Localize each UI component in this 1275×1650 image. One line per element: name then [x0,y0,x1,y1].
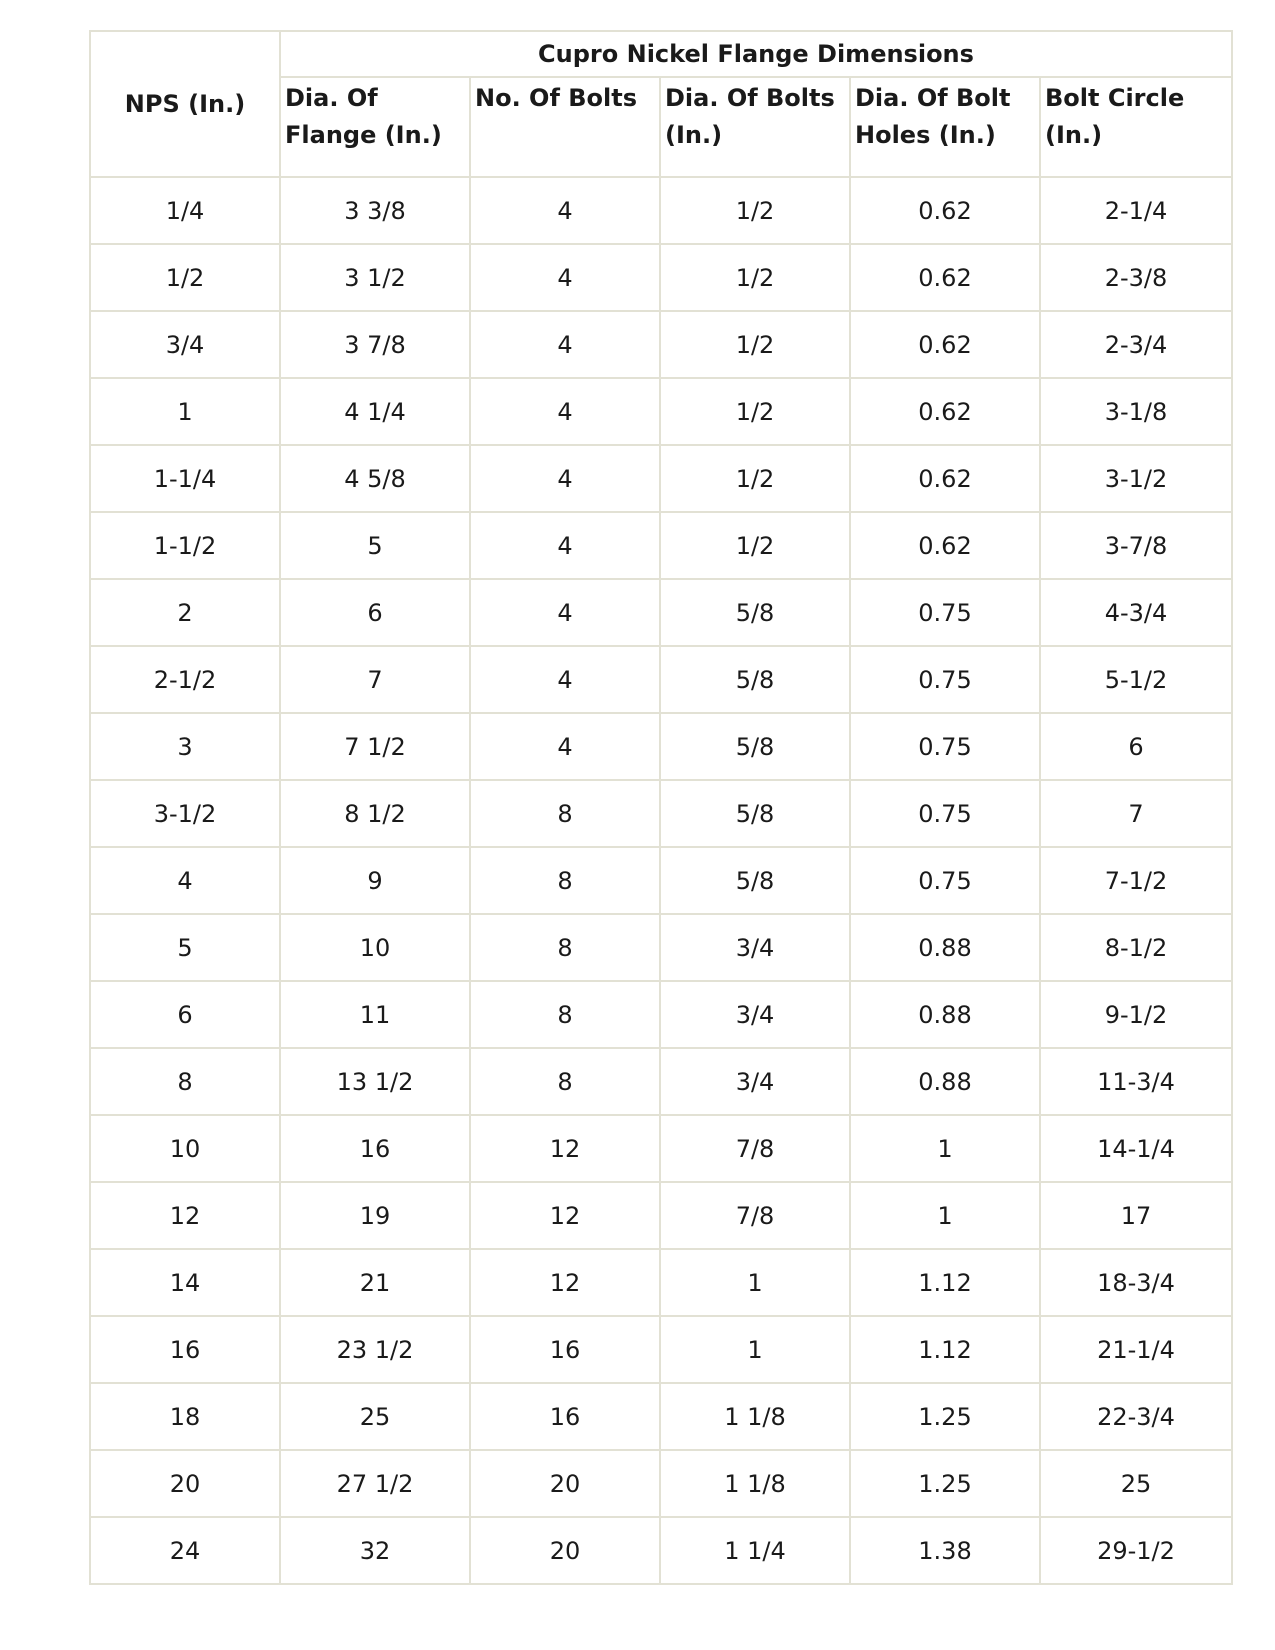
cell-no-of-bolts: 4 [470,311,660,378]
cell-dia-of-bolts: 1/2 [660,512,850,579]
cell-dia-of-bolt-holes: 0.88 [850,1048,1040,1115]
cell-dia-of-flange: 19 [280,1182,470,1249]
table-row [90,445,1232,512]
cell-dia-of-flange: 6 [280,579,470,646]
cell-bolt-circle: 3-1/2 [1040,445,1232,512]
cell-dia-of-bolt-holes: 1 [850,1182,1040,1249]
cell-dia-of-flange: 3 3/8 [280,177,470,244]
cell-no-of-bolts: 20 [470,1517,660,1584]
cell-dia-of-bolt-holes: 0.62 [850,244,1040,311]
cell-dia-of-flange: 25 [280,1383,470,1450]
table-body [90,177,1232,1584]
cell-dia-of-bolts: 3/4 [660,914,850,981]
cell-bolt-circle: 8-1/2 [1040,914,1232,981]
cell-no-of-bolts: 16 [470,1316,660,1383]
cell-no-of-bolts: 4 [470,177,660,244]
cell-nps: 3/4 [90,311,280,378]
cell-nps: 24 [90,1517,280,1584]
cell-dia-of-flange: 8 1/2 [280,780,470,847]
table-row [90,1450,1232,1517]
cell-no-of-bolts: 12 [470,1182,660,1249]
cell-nps: 20 [90,1450,280,1517]
cell-dia-of-flange: 7 1/2 [280,713,470,780]
cell-dia-of-flange: 27 1/2 [280,1450,470,1517]
cell-dia-of-bolts: 5/8 [660,579,850,646]
cell-dia-of-bolt-holes: 1.12 [850,1249,1040,1316]
table-row [90,244,1232,311]
nps-column-header: NPS (In.) [90,31,280,177]
flange-dimensions-table [89,30,1233,1585]
cell-dia-of-flange: 21 [280,1249,470,1316]
cell-nps: 2-1/2 [90,646,280,713]
cell-no-of-bolts: 8 [470,847,660,914]
cell-dia-of-bolt-holes: 0.62 [850,512,1040,579]
column-header-bolt-circle: Bolt Circle (In.) [1040,77,1232,177]
cell-nps: 1-1/4 [90,445,280,512]
cell-no-of-bolts: 12 [470,1249,660,1316]
table-title: Cupro Nickel Flange Dimensions [280,31,1232,77]
cell-no-of-bolts: 4 [470,445,660,512]
table-row [90,981,1232,1048]
cell-dia-of-flange: 23 1/2 [280,1316,470,1383]
table-row [90,847,1232,914]
cell-dia-of-bolts: 3/4 [660,981,850,1048]
cell-dia-of-bolts: 3/4 [660,1048,850,1115]
cell-no-of-bolts: 8 [470,780,660,847]
cell-dia-of-bolts: 1 1/8 [660,1450,850,1517]
cell-dia-of-flange: 3 1/2 [280,244,470,311]
cell-nps: 6 [90,981,280,1048]
cell-bolt-circle: 21-1/4 [1040,1316,1232,1383]
cell-dia-of-bolt-holes: 0.75 [850,713,1040,780]
table-row [90,311,1232,378]
cell-bolt-circle: 7-1/2 [1040,847,1232,914]
cell-dia-of-bolts: 1 1/4 [660,1517,850,1584]
cell-dia-of-bolts: 5/8 [660,646,850,713]
cell-dia-of-flange: 7 [280,646,470,713]
cell-nps: 3 [90,713,280,780]
column-header-no-of-bolts: No. Of Bolts [470,77,660,177]
cell-dia-of-bolts: 1/2 [660,244,850,311]
cell-dia-of-bolt-holes: 0.62 [850,177,1040,244]
cell-dia-of-bolt-holes: 1.25 [850,1450,1040,1517]
header-row-title [90,31,1232,77]
cell-bolt-circle: 5-1/2 [1040,646,1232,713]
table-row [90,1115,1232,1182]
cell-dia-of-flange: 13 1/2 [280,1048,470,1115]
cell-nps: 14 [90,1249,280,1316]
cell-dia-of-bolts: 7/8 [660,1115,850,1182]
cell-nps: 18 [90,1383,280,1450]
cell-dia-of-flange: 3 7/8 [280,311,470,378]
cell-no-of-bolts: 4 [470,244,660,311]
cell-dia-of-bolt-holes: 1.12 [850,1316,1040,1383]
cell-bolt-circle: 7 [1040,780,1232,847]
cell-dia-of-bolts: 1/2 [660,378,850,445]
cell-dia-of-bolt-holes: 0.75 [850,646,1040,713]
cell-no-of-bolts: 16 [470,1383,660,1450]
cell-dia-of-bolts: 5/8 [660,713,850,780]
cell-nps: 8 [90,1048,280,1115]
cell-dia-of-flange: 4 1/4 [280,378,470,445]
cell-nps: 1-1/2 [90,512,280,579]
cell-dia-of-flange: 16 [280,1115,470,1182]
cell-nps: 1/4 [90,177,280,244]
cell-nps: 3-1/2 [90,780,280,847]
cell-nps: 2 [90,579,280,646]
cell-bolt-circle: 9-1/2 [1040,981,1232,1048]
cell-no-of-bolts: 4 [470,713,660,780]
cell-dia-of-bolts: 1 [660,1249,850,1316]
table-row [90,780,1232,847]
cell-dia-of-bolts: 1/2 [660,177,850,244]
cell-dia-of-bolts: 5/8 [660,780,850,847]
column-header-dia-of-flange: Dia. Of Flange (In.) [280,77,470,177]
table-row [90,579,1232,646]
cell-no-of-bolts: 8 [470,914,660,981]
table-row [90,1048,1232,1115]
cell-dia-of-bolt-holes: 0.75 [850,780,1040,847]
table-row [90,1316,1232,1383]
cell-nps: 1/2 [90,244,280,311]
cell-dia-of-bolts: 1/2 [660,445,850,512]
cell-bolt-circle: 3-7/8 [1040,512,1232,579]
cell-no-of-bolts: 12 [470,1115,660,1182]
cell-no-of-bolts: 4 [470,378,660,445]
cell-dia-of-bolt-holes: 0.75 [850,847,1040,914]
table-row [90,512,1232,579]
cell-bolt-circle: 2-3/4 [1040,311,1232,378]
cell-dia-of-bolts: 1 [660,1316,850,1383]
cell-no-of-bolts: 4 [470,512,660,579]
cell-dia-of-bolt-holes: 0.62 [850,378,1040,445]
cell-nps: 12 [90,1182,280,1249]
cell-dia-of-bolts: 7/8 [660,1182,850,1249]
cell-dia-of-bolt-holes: 1.38 [850,1517,1040,1584]
cell-bolt-circle: 29-1/2 [1040,1517,1232,1584]
cell-bolt-circle: 11-3/4 [1040,1048,1232,1115]
cell-bolt-circle: 14-1/4 [1040,1115,1232,1182]
cell-bolt-circle: 3-1/8 [1040,378,1232,445]
cell-bolt-circle: 6 [1040,713,1232,780]
cell-nps: 5 [90,914,280,981]
cell-dia-of-bolts: 1/2 [660,311,850,378]
cell-dia-of-bolt-holes: 0.62 [850,311,1040,378]
cell-dia-of-bolt-holes: 1 [850,1115,1040,1182]
cell-no-of-bolts: 8 [470,981,660,1048]
cell-bolt-circle: 17 [1040,1182,1232,1249]
cell-no-of-bolts: 4 [470,579,660,646]
column-header-dia-of-bolt-holes: Dia. Of Bolt Holes (In.) [850,77,1040,177]
table-row [90,1249,1232,1316]
table-row [90,914,1232,981]
cell-dia-of-bolt-holes: 0.88 [850,981,1040,1048]
cell-dia-of-bolt-holes: 1.25 [850,1383,1040,1450]
table-row [90,646,1232,713]
cell-dia-of-flange: 9 [280,847,470,914]
cell-dia-of-flange: 5 [280,512,470,579]
cell-dia-of-bolt-holes: 0.75 [850,579,1040,646]
cell-dia-of-bolt-holes: 0.62 [850,445,1040,512]
cell-no-of-bolts: 4 [470,646,660,713]
cell-dia-of-flange: 11 [280,981,470,1048]
cell-bolt-circle: 2-1/4 [1040,177,1232,244]
table-row [90,713,1232,780]
cell-nps: 10 [90,1115,280,1182]
table-row [90,1182,1232,1249]
table-row [90,177,1232,244]
cell-nps: 1 [90,378,280,445]
cell-nps: 4 [90,847,280,914]
cell-bolt-circle: 4-3/4 [1040,579,1232,646]
cell-dia-of-flange: 10 [280,914,470,981]
cell-bolt-circle: 2-3/8 [1040,244,1232,311]
table-row [90,378,1232,445]
cell-dia-of-bolts: 1 1/8 [660,1383,850,1450]
cell-bolt-circle: 22-3/4 [1040,1383,1232,1450]
cell-dia-of-flange: 32 [280,1517,470,1584]
table-row [90,1383,1232,1450]
cell-dia-of-flange: 4 5/8 [280,445,470,512]
table-row [90,1517,1232,1584]
cell-bolt-circle: 25 [1040,1450,1232,1517]
cell-bolt-circle: 18-3/4 [1040,1249,1232,1316]
cell-no-of-bolts: 8 [470,1048,660,1115]
cell-no-of-bolts: 20 [470,1450,660,1517]
cell-dia-of-bolts: 5/8 [660,847,850,914]
column-header-dia-of-bolts: Dia. Of Bolts (In.) [660,77,850,177]
table-header [90,31,1232,177]
cell-nps: 16 [90,1316,280,1383]
cell-dia-of-bolt-holes: 0.88 [850,914,1040,981]
